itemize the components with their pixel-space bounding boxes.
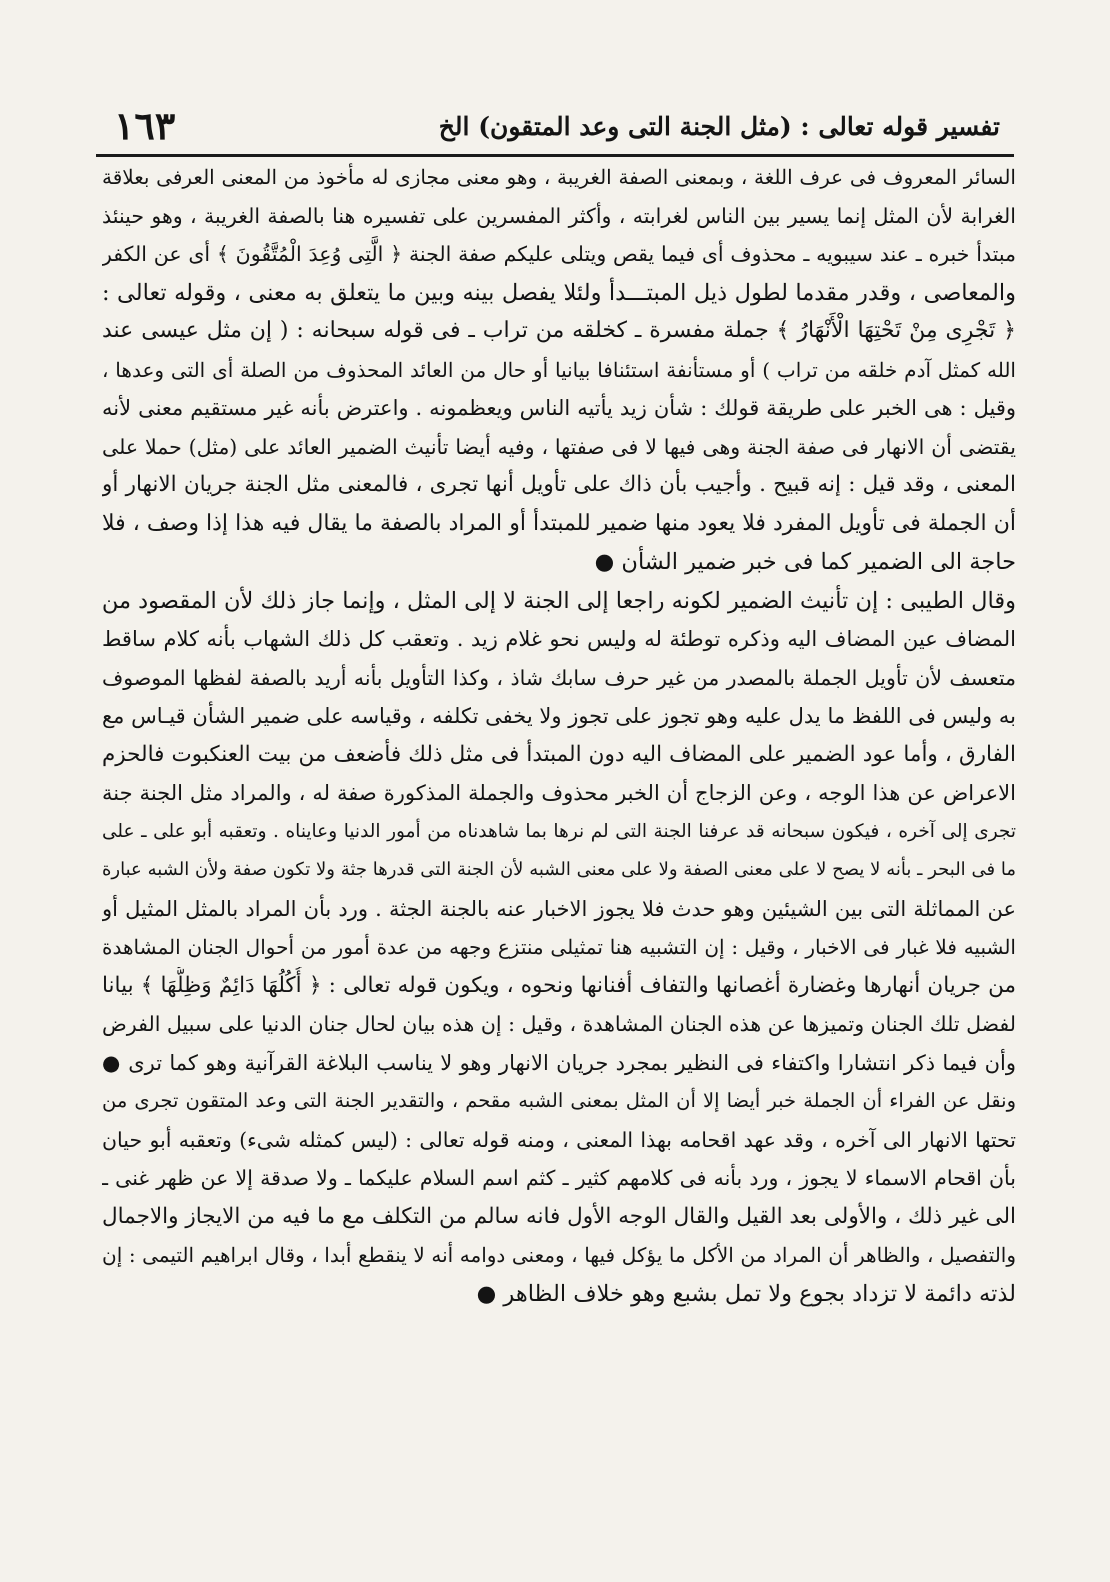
body-text xyxy=(102,158,1016,1313)
text-line: حاجة الى الضمير كما فى خبر ضمير الشأن ● xyxy=(594,549,1016,575)
text-line: المضاف عين المضاف اليه وذكره توطئة له وليس نحو غلام زيد . وتعقب كل ذلك الشهاب بأنه كلام ساقط xyxy=(102,627,1016,651)
header-rule xyxy=(96,154,1014,157)
text-line: الشبيه فلا غبار فى الاخبار ، وقيل : إن التشبيه هنا تمثيلى منتزع وجهه من عدة أمور من أحوال الجنان المشاهدة xyxy=(102,935,1016,959)
text-line: السائر المعروف فى عرف اللغة ، وبمعنى الصفة الغريبة ، وهو معنى مجازى له مأخوذ من المعنى العرفى بعلاقة xyxy=(102,165,1016,189)
page-number: ١٦٣ xyxy=(114,103,176,148)
text-line: المعنى ، وقد قيل : إنه قبيح . وأجيب بأن ذاك على تأويل أنها تجرى ، فالمعنى مثل الجنة جريان الانهار أو xyxy=(102,472,1016,497)
text-line: والتفصيل ، والظاهر أن المراد من الأكل ما يؤكل فيها ، ومعنى دوامه أنه لا ينقطع أبدا ، وقال ابراهيم التيمى : إن xyxy=(102,1243,1016,1267)
text-line: يقتضى أن الانهار فى صفة الجنة وهى فيها لا فى صفتها ، وفيه أيضا تأنيث الضمير العائد على (مثل) حملا على xyxy=(102,434,1016,459)
text-line: بأن اقحام الاسماء لا يجوز ، ورد بأنه فى كلامهم كثير ـ كثم اسم السلام عليكما ـ ولا صدقة إلا عن ظهر غنى ـ xyxy=(102,1166,1016,1190)
text-line: الى غير ذلك ، والأولى بعد القيل والقال الوجه الأول فانه سالم من التكلف مع ما فيه من الايجاز والاجمال xyxy=(102,1203,1016,1229)
text-line: وقيل : هى الخبر على طريقة قولك : شأن زيد يأتيه الناس ويعظمونه . واعترض بأنه غير مستقيم معنى لأنه xyxy=(102,396,1016,420)
text-line: تجرى إلى آخره ، فيكون سبحانه قد عرفنا الجنة التى لم نرها بما شاهدناه من أمور الدنيا وعايناه . وتعقبه أبو على ـ على xyxy=(102,820,1016,842)
text-line: متعسف لأن تأويل الجملة بالمصدر من غير حرف سابك شاذ ، وكذا التأويل بأنه أريد بالصفة لفظها الموصوف xyxy=(102,665,1016,690)
text-line: به وليس فى اللفظ ما يدل عليه وهو تجوز على تجوز ولا يخفى تكلفه ، وقياسه على ضمير الشأن قيـاس مع xyxy=(102,704,1016,728)
page-header xyxy=(100,100,1012,150)
text-line: تحتها الانهار الى آخره ، وقد عهد اقحامه بهذا المعنى ، ومنه قوله تعالى : (ليس كمثله شىء) وتعقبه أبو حيان xyxy=(102,1127,1016,1152)
text-line: وقال الطيبى : إن تأنيث الضمير لكونه راجعا إلى الجنة لا إلى المثل ، وإنما جاز ذلك لأن المقصود من xyxy=(102,587,1016,614)
text-line: عن المماثلة التى بين الشيئين وهو حدث فلا يجوز الاخبار عنه بالجنة الجثة . ورد بأن المراد بالمثل المثيل أو xyxy=(102,896,1016,921)
text-line: ﴿ تَجْرِى مِنْ تَحْتِهَا الْأَنْهَارُ ﴾ جملة مفسرة ـ كخلقه من تراب ـ فى قوله سبحانه : ( إن مثل عيسى عند xyxy=(102,318,1016,343)
text-line: الله كمثل آدم خلقه من تراب ) أو مستأنفة استئنافا بيانيا أو حال من العائد المحذوف من الصلة أى التى وعدها ، xyxy=(102,357,1016,382)
text-line: الاعراض عن هذا الوجه ، وعن الزجاج أن الخبر محذوف والجملة المذكورة صفة له ، والمراد مثل الجنة جنة xyxy=(102,781,1016,805)
text-line: من جريان أنهارها وغضارة أغصانها والتفاف أفنانها ونحوه ، ويكون قوله تعالى : ﴿ أُكُلُهَا دَائِمٌ وَظِلُّهَا ﴾ بيانا xyxy=(102,972,1016,998)
text-line: والمعاصى ، وقدر مقدما لطول ذيل المبتـــدأ ولئلا يفصل بينه وبين ما يتعلق به معنى ، وقوله تعالى : xyxy=(102,279,1016,306)
text-line: لفضل تلك الجنان وتميزها عن هذه الجنان المشاهدة ، وقيل : إن هذه بيان لحال جنان الدنيا على سبيل الفرض xyxy=(102,1012,1016,1036)
text-line: الفارق ، وأما عود الضمير على المضاف اليه دون المبتدأ فى مثل ذلك فأضعف من بيت العنكبوت فالحزم xyxy=(102,741,1016,767)
text-line: أن الجملة فى تأويل المفرد فلا يعود منها ضمير للمبتدأ أو المراد بالصفة ما يقال فيه هذا إذا وصف ، فلا xyxy=(102,510,1016,536)
text-line: الغرابة لأن المثل إنما يسير بين الناس لغرابته ، وأكثر المفسرين على تفسيره هنا بالصفة الغريبة ، وهو حينئذ xyxy=(102,203,1016,228)
text-line: مبتدأ خبره ـ عند سيبويه ـ محذوف أى فيما يقص ويتلى عليكم صفة الجنة ﴿ الَّتِى وُعِدَ الْمُتَّقُونَ ﴾ أى عن الكفر xyxy=(102,242,1016,266)
text-line: ما فى البحر ـ بأنه لا يصح لا على معنى الصفة ولا على معنى الشبه لأن الجنة التى قدرها جثة ولا تكون صفة ولأن الشبه عبارة xyxy=(102,859,1016,880)
text-line: ونقل عن الفراء أن الجملة خبر أيضا إلا أن المثل بمعنى الشبه مقحم ، والتقدير الجنة التى وعد المتقون تجرى من xyxy=(102,1089,1016,1112)
text-line: لذته دائمة لا تزداد بجوع ولا تمل بشبع وهو خلاف الظاهر ● xyxy=(476,1280,1016,1307)
text-line: وأن فيما ذكر انتشارا واكتفاء فى النظير بمجرد جريان الانهار وهو لا يناسب البلاغة القرآنية وهو كما ترى ● xyxy=(102,1050,1016,1075)
running-title: تفسير قوله تعالى : (مثل الجنة التى وعد المتقون) الخ xyxy=(438,112,1000,141)
